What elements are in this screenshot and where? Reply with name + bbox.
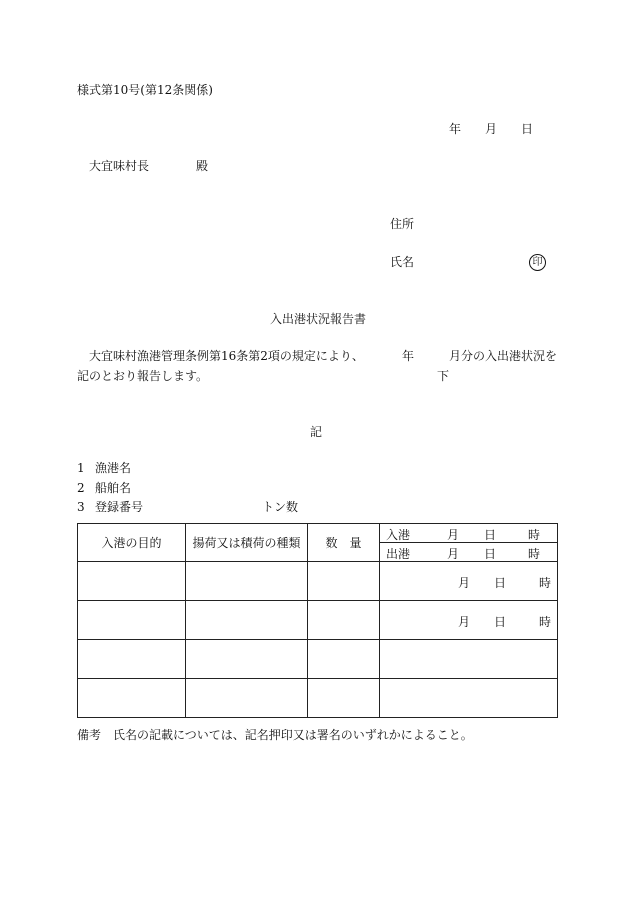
datetime-cell: 月 日 時 [380,562,558,601]
body-part1: 大宜味村漁港管理条例第16条第2項の規定により、 [89,349,364,363]
table-row [78,601,558,640]
report-table [77,523,558,718]
address-label: 住所 [390,217,415,231]
table-row [78,679,558,718]
table-row [78,640,558,679]
datetime-cell: 月 日 時 [380,601,558,640]
list-item: 3 登録番号 トン数 [77,500,299,514]
header-entry-datetime: 入港 月 日 時 [380,524,558,543]
document-title: 入出港状況報告書 [270,312,367,326]
header-quantity: 数 量 [308,524,380,562]
addressee-name: 大宜味村長 [89,159,150,173]
table-header-row [78,524,558,543]
ki-heading: 記 [310,425,323,439]
body-line2: 記のとおり報告します。 [77,369,209,383]
name-label: 氏名 [390,255,415,269]
list-item: 1 漁港名 [77,461,132,475]
header-cargo: 揚荷又は積荷の種類 [186,524,308,562]
date-day: 日 [521,122,534,136]
body-part2: 月分の入出港状況を下 [437,349,558,383]
date-month: 月 [485,122,498,136]
header-exit-datetime: 出港 月 日 時 [380,543,558,562]
tonnage-label: トン数 [262,500,299,514]
table-row [78,562,558,601]
body-paragraph [77,346,557,386]
list-item: 2 船舶名 [77,481,132,495]
seal-icon: 印 [529,254,546,271]
remarks: 備考 氏名の記載については、記名押印又は署名のいずれかによること。 [77,728,473,742]
body-year: 年 [402,349,415,363]
form-number: 様式第10号(第12条関係) [77,83,213,97]
header-purpose: 入港の目的 [78,524,186,562]
date-year: 年 [449,122,462,136]
addressee-honorific: 殿 [196,159,209,173]
